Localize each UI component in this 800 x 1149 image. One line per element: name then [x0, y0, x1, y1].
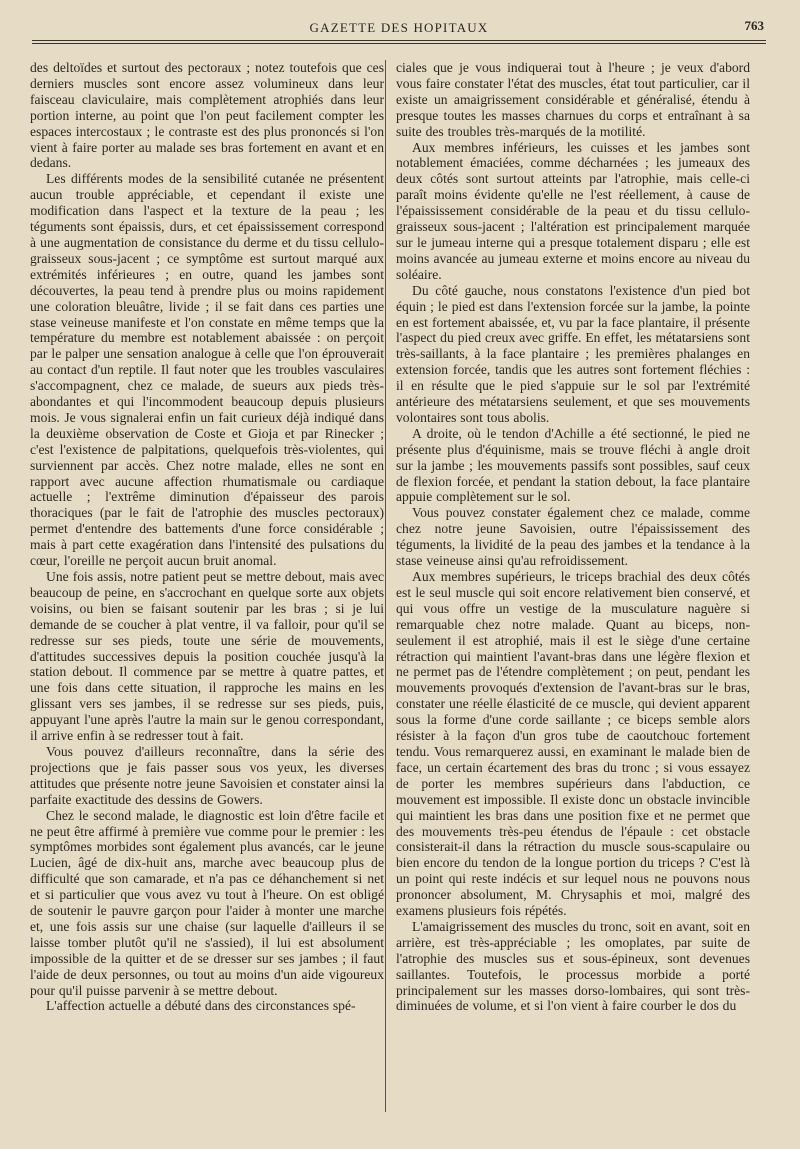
paragraph: Vous pouvez constater également chez ce malade, comme chez notre jeune Savoisien, outre l'épaississement des téguments, la lividité de la peau des jambes et la tendance à la stase veineuse ainsi qu'au refroidissement.: [396, 505, 750, 569]
paragraph: Vous pouvez d'ailleurs reconnaître, dans la série des projections que je fais passer sous vos yeux, les diverses attitudes que présente notre jeune Savoisien et constater ainsi la parfaite exactitude des dessins de Gowers.: [30, 743, 384, 807]
paragraph: Aux membres supérieurs, le triceps brachial des deux côtés est le seul muscle qui soit encore relativement bien conservé, et qui vous offre un vestige de la musculature naguère si remarquable chez notre malade. Quant au biceps, non-seulement il est atrophié, mais il est le siège d'une certaine rétraction qui maintient l'avant-bras dans une légère flexion et ne permet pas de l'étendre complètement ; on peut, pendant les mouvements provoqués d'extension de l'avant-bras sur le bras, constater une réelle élasticité de ce muscle, qui devient apparent sous la forme d'une corde saillante ; ce biceps semble alors résister à la façon d'un gros tube de caoutchouc fortement tendu. Vous remarquerez aussi, en examinant le malade bien de face, un certain écartement des bras du tronc ; si vous essayez de porter les membres supérieurs dans l'abduction, ce mouvement est impossible. Il existe donc un obstacle invincible qui maintient les bras dans une position fixe et ne permet que des mouvements très-peu étendus de l'épaule : cet obstacle consisterait-il dans la rétraction du muscle sous-scapulaire ou bien encore du tendon de la longue portion du triceps ? C'est là un point qui reste indécis et sur lequel nous ne pouvons nous prononcer absolument, M. Chrysaphis et moi, malgré des examens plusieurs fois répétés.: [396, 569, 750, 919]
paragraph: Les différents modes de la sensibilité cutanée ne présentent aucun trouble appréciable, et cependant il existe une modification dans l'aspect et la texture de la peau ; les téguments sont épaissis, durs, et cet épaississement correspond à une augmentation de consistance du derme et du tissu cellulo-graisseux sous-jacent ; ce symptôme est surtout marqué aux extrémités inférieures ; en outre, quand les jambes sont découvertes, la peau tend à prendre plus ou moins rapidement une coloration bleuâtre, livide ; il se fait dans ces parties une stase veineuse manifeste et l'on constate en même temps que la température du membre est notablement abaissée : on perçoit par le palper une sensation analogue à celle que l'on éprouverait au contact d'un reptile. Il faut noter que les troubles vasculaires s'accompagnent, chez ce malade, de sueurs aux pieds très-abondantes et qui l'incommodent beaucoup depuis plusieurs mois. Je vous signalerai enfin un fait curieux déjà indiqué dans la deuxième observation de Coste et Gioja et par Rinecker ; c'est l'existence de palpitations, quelquefois très-violentes, qui surviennent par accès. Chez notre malade, elles ne sont en rapport avec aucune affection rhumatismale ou cardiaque actuelle ; l'extrême diminution d'épaisseur des parois thoraciques (par le fait de l'atrophie des muscles pectoraux) permet d'entendre des battements d'une force considérable ; mais à part cette exagération dans l'intensité des pulsations du cœur, l'oreille ne perçoit aucun bruit anomal.: [30, 171, 384, 569]
paragraph: A droite, où le tendon d'Achille a été sectionné, le pied ne présente plus d'équinisme, mais se trouve fléchi à angle droit sur la jambe ; les mouvements passifs sont possibles, sauf ceux de flexion forcée, et pendant la station debout, la face plantaire appuie complètement sur le sol.: [396, 425, 750, 505]
paragraph: des deltoïdes et surtout des pectoraux ; notez toutefois que ces derniers muscles sont encore assez volumineux dans leur faisceau claviculaire, mais complètement atrophiés dans leur portion interne, au point que l'on peut facilement compter les espaces intercostaux ; le contraste est des plus prononcés si l'on vient à faire porter au malade ses bras fortement en avant et en dedans.: [30, 60, 384, 171]
left-column: [30, 60, 384, 1132]
paragraph: Aux membres inférieurs, les cuisses et les jambes sont notablement émaciées, comme décharnées ; les jumeaux des deux côtés sont surtout atteints par l'atrophie, mais celle-ci paraît moins évidente qu'elle ne l'est réellement, à cause de l'épaississement considérable de la peau et du tissu cellulo-graisseux sous-jacent ; l'altération est principalement marquée sur le jumeau interne qui a presque totalement disparu ; elle est moins avancée au jumeau externe et moins encore au niveau du soléaire.: [396, 139, 750, 282]
paragraph: Chez le second malade, le diagnostic est loin d'être facile et ne peut être affirmé à première vue comme pour le premier : les symptômes morbides sont également plus avancés, car le jeune Lucien, âgé de dix-huit ans, marche avec beaucoup plus de difficulté que son camarade, et n'a pas ce déhanchement si net et si particulier que vous avez vu tout à l'heure. On est obligé de soutenir le pauvre garçon pour l'aider à monter une marche et, une fois assis sur une chaise (sur laquelle d'ailleurs il se laisse tomber plutôt qu'il ne s'assied), il lui est absolument impossible de la quitter et de se dresser sur ses jambes ; il faut l'aide de deux personnes, ou tout au moins d'un aide vigoureux pour qu'il puisse parvenir à se mettre debout.: [30, 807, 384, 998]
page-number: 763: [744, 18, 764, 33]
paragraph: Du côté gauche, nous constatons l'existence d'un pied bot équin ; le pied est dans l'extension forcée sur la jambe, la pointe en est fortement abaissée, et, vu par la face plantaire, il présente l'aspect du pied creux avec griffe. En effet, les métatarsiens sont très-saillants, à la face plantaire ; les premières phalanges en extension forcée, tandis que les autres sont fortement fléchies : il en résulte que le pied s'appuie sur le sol par l'extrémité antérieure des métatarsiens seulement, et que ses mouvements volontaires sont tous abolis.: [396, 282, 750, 425]
journal-title: GAZETTE DES HOPITAUX: [309, 20, 489, 35]
paragraph: L'affection actuelle a débuté dans des circonstances spé-: [46, 998, 356, 1014]
paragraph: L'amaigrissement des muscles du tronc, soit en avant, soit en arrière, est très-appréciable ; les omoplates, par suite de l'atrophie des muscles sus et sous-épineux, sont devenues saillantes. Toutefois, le processus morbide a porté principalement sur les masses dorso-lombaires, qui sont très-diminuées de volume, et si l'on vient à faire courber le dos du: [396, 918, 750, 1014]
column-divider: [385, 60, 386, 1112]
page-header: [32, 14, 766, 40]
paragraph: Une fois assis, notre patient peut se mettre debout, mais avec beaucoup de peine, en s'accrochant en quelque sorte aux objets voisins, ou bien se faisant soutenir par les bras ; si je lui demande de se coucher à plat ventre, il va falloir, pour qu'il se redresse sur ses pieds, toute une série de mouvements, d'attitudes successives depuis la position couchée jusqu'à la station debout. Il commence par se mettre à quatre pattes, et une fois dans cette situation, il rapproche les mains en les glissant vers ses jambes, il se redresse sur ses pieds, puis, appuyant l'une après l'autre la main sur le genou correspondant, il arrive enfin à se redresser tout à fait.: [30, 569, 384, 744]
right-column: [396, 60, 750, 1132]
header-rule: [32, 40, 766, 44]
paragraph: ciales que je vous indiquerai tout à l'heure ; je veux d'abord vous faire constater l'état des muscles, état tout particulier, car il existe un amaigrissement considérable et généralisé, étendu à presque toutes les masses charnues du corps et entraînant à sa suite des troubles très-marqués de la motilité.: [396, 60, 750, 139]
